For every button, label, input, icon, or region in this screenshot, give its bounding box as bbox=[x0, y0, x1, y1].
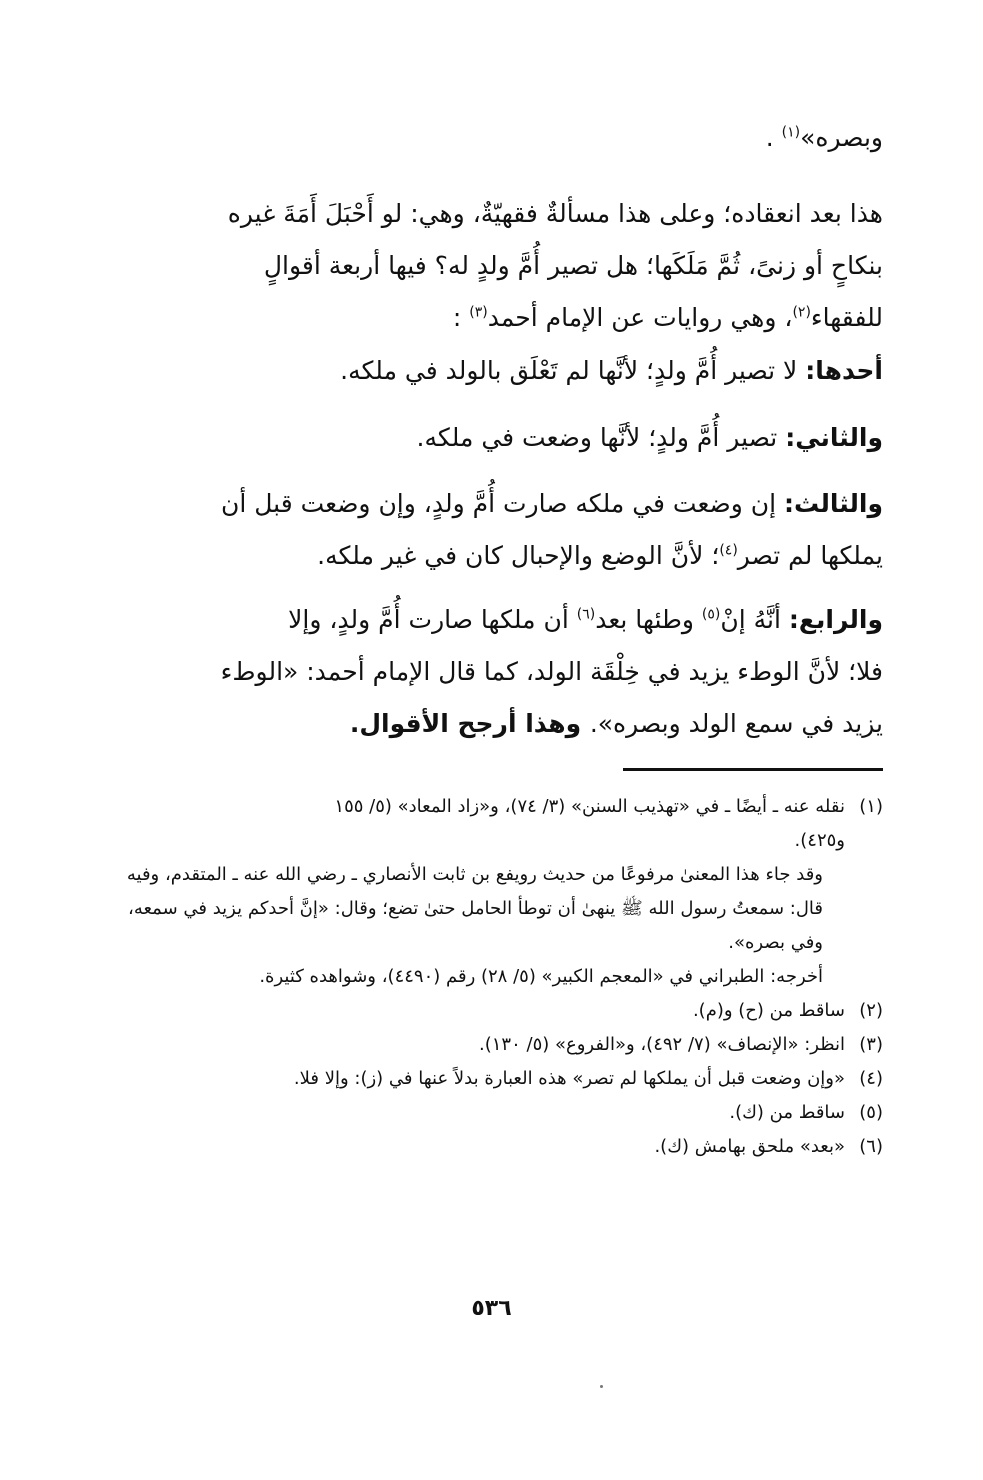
footnote-number-6: (٦) bbox=[859, 1136, 883, 1157]
opinion-first-lead: أحدها: bbox=[805, 356, 883, 385]
opinion-fourth-line-2: فلا؛ لأنَّ الوطء يزيد في خِلْقَة الولد، كما قال الإمام أحمد: «الوطء bbox=[220, 657, 883, 686]
intro-paragraph bbox=[83, 188, 883, 344]
intro-line-2: بنكاحٍ أو زنىً، ثُمَّ مَلَكَها؛ هل تصير أُمَّ ولدٍ له؟ فيها أربعة أقوالٍ bbox=[263, 251, 883, 280]
footnote-number-2: (٢) bbox=[859, 1000, 883, 1021]
footnote-1-continuation-1: وقد جاء هذا المعنىٰ مرفوعًا من حديث رويفع بن ثابت الأنصاري ـ رضي الله عنه ـ المتقدم، وفيه قال: سمعتُ رسول الله ﷺ ينهىٰ أن توطأ الحامل حتىٰ تضع؛ وقال: «إنَّ أحدكم يزيد في سمعه، وفي بصره». bbox=[126, 864, 823, 953]
opinion-third bbox=[83, 478, 883, 582]
footnote-divider bbox=[623, 768, 883, 771]
footnote-6 bbox=[103, 1130, 883, 1164]
intro-line-3c: : bbox=[452, 303, 470, 332]
footnote-ref-6[interactable]: (٦) bbox=[576, 606, 596, 623]
footnote-ref-5[interactable]: (٥) bbox=[701, 606, 721, 623]
opinion-second bbox=[83, 412, 883, 464]
opinion-first bbox=[83, 345, 883, 397]
opinion-second-text: تصير أُمَّ ولدٍ؛ لأنَّها وضعت في ملكه. bbox=[416, 423, 786, 452]
opinion-fourth-seg-1: أنَّهُ إنْ bbox=[720, 605, 789, 634]
footnote-3 bbox=[103, 1028, 883, 1062]
opinion-fourth-seg-2: وطئها بعد bbox=[595, 605, 702, 634]
opinion-third-line-2 bbox=[83, 530, 883, 582]
footnote-1 bbox=[103, 790, 883, 858]
opinion-third-lead: والثالث: bbox=[784, 489, 883, 518]
footnote-2 bbox=[103, 994, 883, 1028]
carryover-line bbox=[83, 112, 883, 164]
footnote-ref-2[interactable]: (٢) bbox=[792, 304, 811, 321]
footnote-1-continuation-2: أخرجه: الطبراني في «المعجم الكبير» (٥/ ٢٨) رقم (٤٤٩٠)، وشواهده كثيرة. bbox=[259, 966, 823, 987]
footnote-number-1: (١) bbox=[859, 796, 883, 817]
footnote-number-3: (٣) bbox=[859, 1034, 883, 1055]
page-number: ٥٣٦ bbox=[471, 1296, 512, 1321]
scan-speck bbox=[600, 1385, 603, 1388]
footnote-number-5: (٥) bbox=[859, 1102, 883, 1123]
opinion-first-text: لا تصير أُمَّ ولدٍ؛ لأنَّها لم تَعْلَق بالولد في ملكه. bbox=[340, 356, 806, 385]
footnote-body-5: ساقط من (ك). bbox=[729, 1102, 845, 1123]
intro-line-1: هذا بعد انعقاده؛ وعلى هذا مسألةٌ فقهيّةٌ، وهي: لو أَحْبَلَ أَمَةَ غيره bbox=[227, 199, 883, 228]
carryover-tail: . bbox=[765, 123, 782, 152]
intro-line-3a: للفقهاء bbox=[810, 303, 883, 332]
opinion-fourth-lead: والرابع: bbox=[788, 605, 883, 634]
opinion-third-text-2b: ؛ لأنَّ الوضع والإحبال كان في غير ملكه. bbox=[317, 541, 720, 570]
footnote-5 bbox=[103, 1096, 883, 1130]
footnote-number-4: (٤) bbox=[859, 1068, 883, 1089]
carryover-text: وبصره» bbox=[800, 123, 883, 152]
footnote-body-2: ساقط من (ح) و(م). bbox=[692, 1000, 845, 1021]
opinion-third-text-2a: يملكها لم تصر bbox=[737, 541, 883, 570]
footnote-body-4: «وإن وضعت قبل أن يملكها لم تصر» هذه العبارة بدلاً عنها في (ز): وإلا فلا. bbox=[293, 1068, 845, 1089]
footnote-ref-4[interactable]: (٤) bbox=[719, 542, 738, 559]
opinion-fourth-seg-3: أن ملكها صارت أُمَّ ولدٍ، وإلا bbox=[288, 605, 577, 634]
opinion-fourth-line-1 bbox=[83, 594, 883, 646]
intro-line-3b: ، وهي روايات عن الإمام أحمد bbox=[487, 303, 793, 332]
opinion-second-lead: والثاني: bbox=[785, 423, 883, 452]
opinion-fourth-line-3-text: يزيد في سمع الولد وبصره». bbox=[589, 709, 883, 738]
opinion-fourth-line-3 bbox=[83, 698, 883, 750]
footnote-1-line-2: و٤٢٥). bbox=[794, 830, 845, 851]
opinion-fourth bbox=[83, 594, 883, 750]
footnote-body-6: «بعد» ملحق بهامش (ك). bbox=[654, 1136, 845, 1157]
opinion-third-text-1: إن وضعت في ملكه صارت أُمَّ ولدٍ، وإن وضعت قبل أن bbox=[220, 489, 785, 518]
footnote-ref-3[interactable]: (٣) bbox=[469, 304, 488, 321]
footnote-1-line-1: نقله عنه ـ أيضًا ـ في «تهذيب السنن» (٣/ ٧٤)، و«زاد المعاد» (٥/ ١٥٥ bbox=[334, 796, 845, 817]
footnote-body-3: انظر: «الإنصاف» (٧/ ٤٩٢)، و«الفروع» (٥/ ١٣٠). bbox=[479, 1034, 845, 1055]
footnote-ref-1[interactable]: (١) bbox=[781, 124, 801, 141]
opinion-third-line-1 bbox=[83, 478, 883, 530]
footnotes-section bbox=[103, 790, 883, 1164]
intro-line-3 bbox=[83, 292, 883, 344]
preferred-opinion-statement: وهذا أرجح الأقوال. bbox=[349, 709, 590, 738]
footnote-4 bbox=[103, 1062, 883, 1096]
footnote-body-1 bbox=[103, 790, 845, 858]
